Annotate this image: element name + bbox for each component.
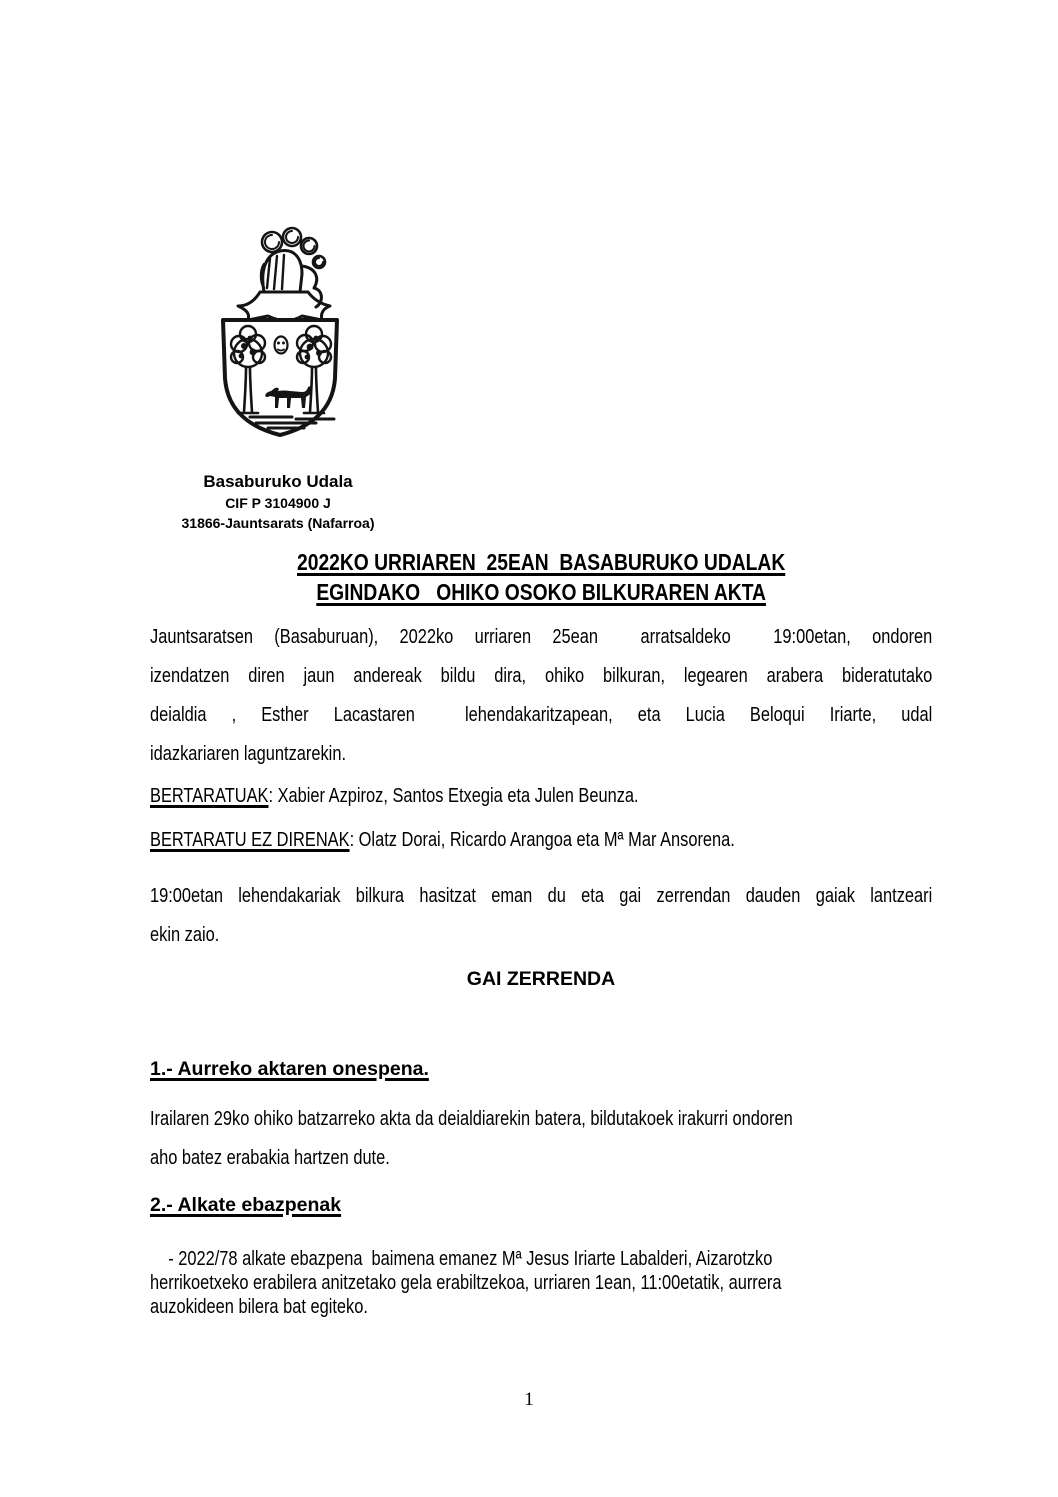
agenda-heading: GAI ZERRENDA xyxy=(466,968,616,990)
org-address: 31866-Jauntsarats (Nafarroa) xyxy=(181,515,375,531)
text-line: - 2022/78 alkate ebazpena baimena emanez Mª Jesus Iriarte Labalderi, Aizarotzko xyxy=(150,1248,773,1270)
org-cif: CIF P 3104900 J xyxy=(225,495,331,511)
page-number: 1 xyxy=(524,1389,534,1410)
text-line: izendatzen diren jaun andereak bildu dira, ohiko bilkuran, legearen arabera bideratutako xyxy=(150,665,933,687)
text-line: Irailaren 29ko ohiko batzarreko akta da deialdiarekin batera, bildutakoek irakurri ondoren xyxy=(150,1108,793,1130)
intro-paragraph xyxy=(150,618,932,774)
text-line: Jauntsaratsen (Basaburuan), 2022ko urriaren 25ean arratsaldeko 19:00etan, ondoren xyxy=(150,626,933,648)
section-2-heading: 2.- Alkate ebazpenak xyxy=(150,1194,342,1216)
section-1-paragraph xyxy=(150,1100,932,1178)
absentees-line xyxy=(150,821,932,860)
absentees-label: BERTARATU EZ DIRENAK xyxy=(150,829,350,851)
text-line: auzokideen bilera bat egiteko. xyxy=(150,1296,368,1318)
text-line: idazkariaren laguntzarekin. xyxy=(150,743,347,765)
attendees-names: : Xabier Azpiroz, Santos Etxegia eta Julen Beunza. xyxy=(268,785,639,807)
attendees-line xyxy=(150,777,932,816)
coat-of-arms-icon xyxy=(220,226,340,440)
text-line: ekin zaio. xyxy=(150,924,220,946)
section-2-paragraph xyxy=(150,1247,932,1319)
attendees-label: BERTARATUAK xyxy=(150,785,269,807)
text-line: 19:00etan lehendakariak bilkura hasitzat eman du eta gai zerrendan dauden gaiak lantzeari xyxy=(150,885,933,907)
absentees-names: : Olatz Dorai, Ricardo Arangoa eta Mª Mar Ansorena. xyxy=(349,829,735,851)
text-line: aho batez erabakia hartzen dute. xyxy=(150,1147,390,1169)
title-line-2: EGINDAKO OHIKO OSOKO BILKURAREN AKTA xyxy=(316,579,766,605)
text-line: deialdia , Esther Lacastaren lehendakaritzapean, eta Lucia Beloqui Iriarte, udal xyxy=(150,704,933,726)
opening-paragraph xyxy=(150,877,932,955)
document-title xyxy=(150,547,932,607)
letterhead xyxy=(150,471,406,533)
title-line-1: 2022KO URRIAREN 25EAN BASABURUKO UDALAK xyxy=(297,549,786,575)
text-line: herrikoetxeko erabilera anitzetako gela erabiltzekoa, urriaren 1ean, 11:00etatik, aurrera xyxy=(150,1272,782,1294)
org-name: Basaburuko Udala xyxy=(203,472,353,491)
section-1-heading: 1.- Aurreko aktaren onespena. xyxy=(150,1058,429,1080)
